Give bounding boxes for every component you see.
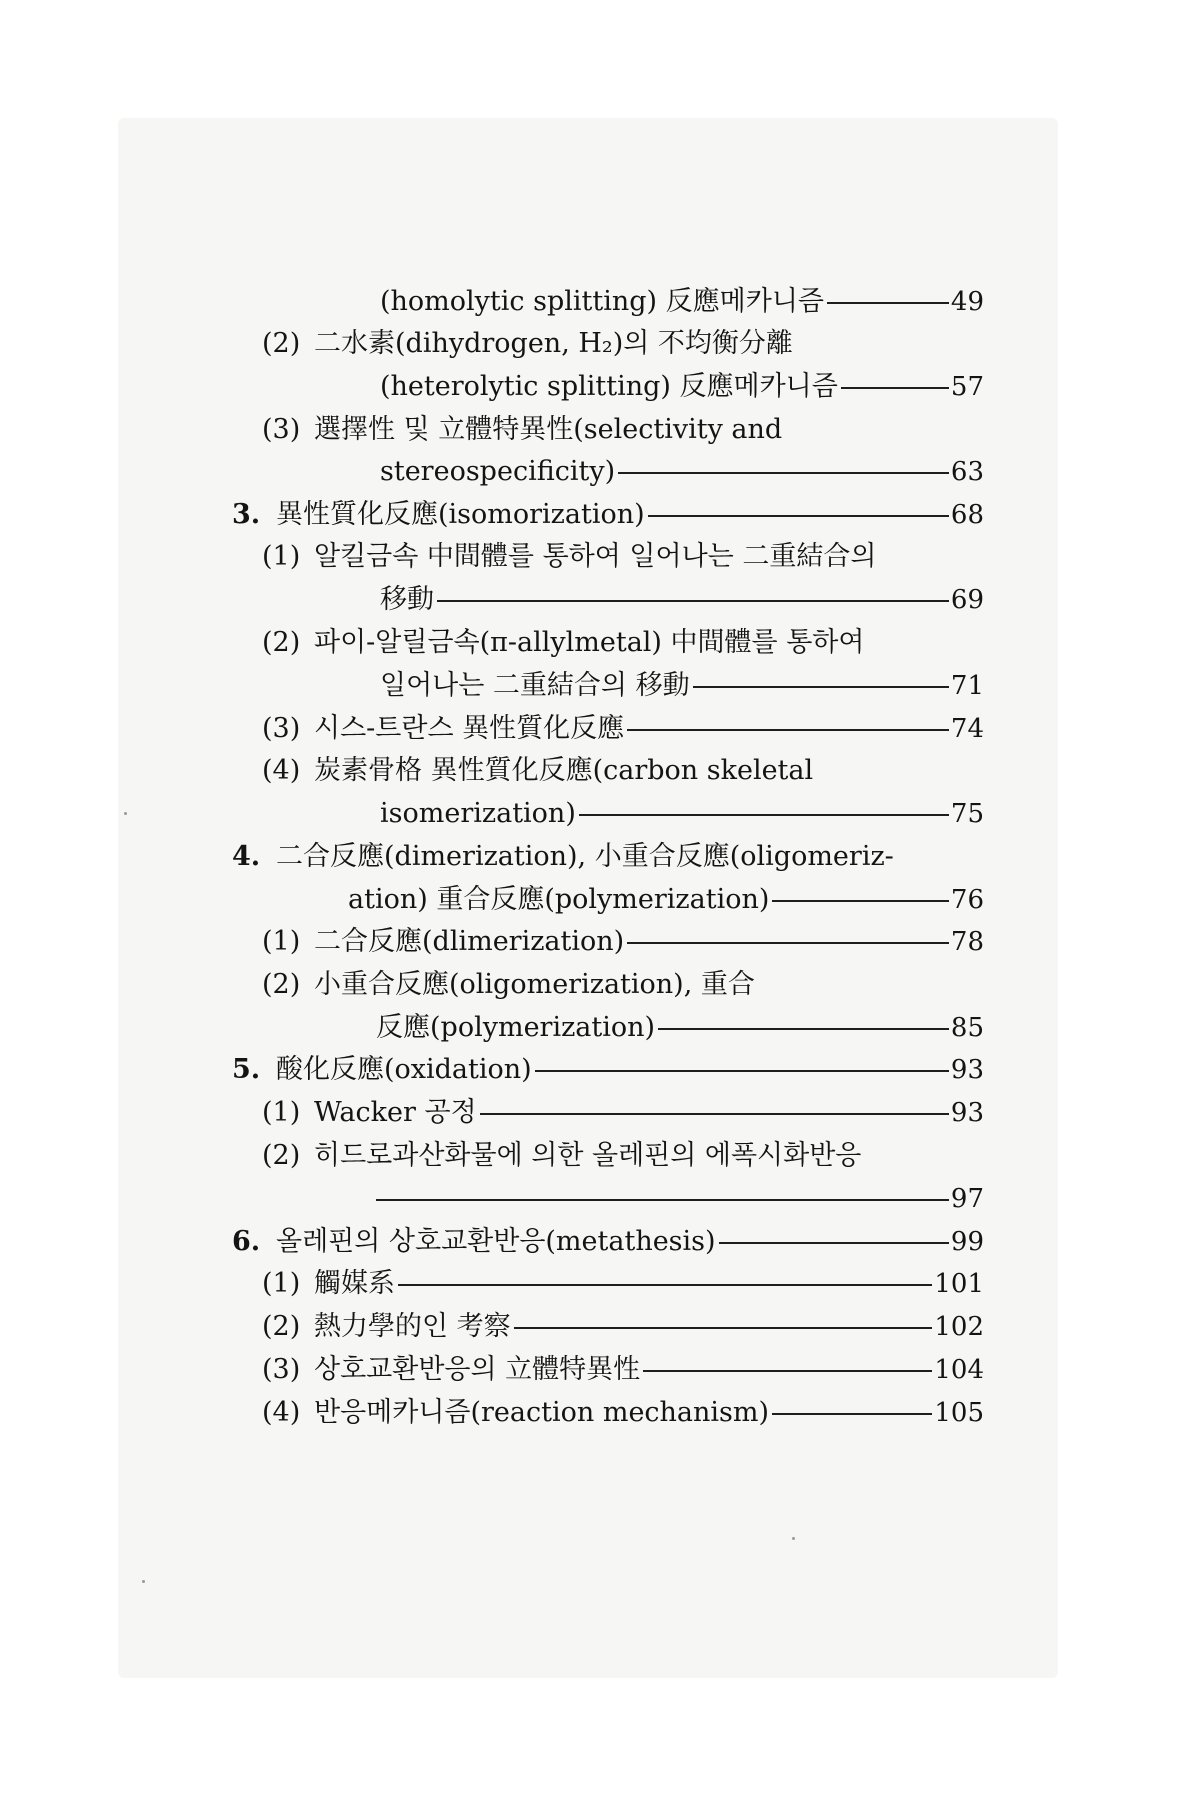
toc-entry-title: 파이-알릴금속(π-allylmetal) 中間體를 통하여	[314, 627, 865, 658]
dot-leader	[514, 1327, 933, 1329]
toc-entry-title: 炭素骨格 異性質化反應(carbon skeletal	[314, 755, 814, 786]
scan-speck	[792, 1537, 795, 1540]
dot-leader	[827, 302, 949, 304]
toc-entry[interactable]	[380, 666, 984, 706]
toc-item-number: (4)	[262, 1397, 301, 1428]
dot-leader	[658, 1028, 949, 1030]
toc-item-number: (3)	[262, 713, 301, 744]
toc-entry-title: 熱力學的인 考察	[314, 1311, 511, 1342]
scan-speck	[124, 812, 127, 815]
toc-item-number: (1)	[262, 541, 301, 572]
toc-section-heading[interactable]	[232, 495, 984, 535]
scan-speck	[142, 1580, 145, 1583]
toc-entry-title: 異性質化反應(isomorization)	[276, 499, 645, 530]
dot-leader	[579, 814, 949, 816]
toc-page-number: 69	[950, 585, 984, 615]
toc-entry[interactable]	[262, 410, 782, 450]
toc-entry[interactable]	[262, 751, 813, 791]
toc-section-number: 5.	[232, 1054, 261, 1085]
dot-leader	[480, 1113, 949, 1115]
toc-entry[interactable]	[348, 880, 984, 920]
toc-entry[interactable]	[262, 1136, 861, 1176]
toc-entry[interactable]	[262, 1307, 984, 1347]
toc-item-number: (3)	[262, 1354, 301, 1385]
toc-page-number: 76	[950, 885, 984, 915]
toc-item-number: (1)	[262, 1268, 301, 1299]
toc-entry[interactable]	[262, 965, 755, 1005]
toc-section-heading[interactable]	[232, 1222, 984, 1262]
dot-leader	[719, 1242, 949, 1244]
toc-entry[interactable]	[262, 1393, 984, 1433]
toc-entry-title: 알킬금속 中間體를 통하여 일어나는 二重結合의	[314, 541, 877, 572]
toc-page-number: 63	[950, 457, 984, 487]
toc-entry-title: 觸媒系	[314, 1268, 395, 1299]
toc-entry-title: 반응메카니즘(reaction mechanism)	[314, 1397, 770, 1428]
toc-entry-title: stereospecificity)	[380, 456, 616, 487]
toc-item-number: (4)	[262, 755, 301, 786]
toc-entry-title: ation) 重合反應(polymerization)	[348, 884, 770, 915]
toc-entry-title: 二合反應(dimerization), 小重合反應(oligomeriz-	[276, 841, 894, 872]
toc-section-number: 3.	[232, 499, 261, 530]
toc-entry-title: 시스-트란스 異性質化反應	[314, 713, 625, 744]
toc-entry-title: 小重合反應(oligomerization), 重合	[314, 969, 755, 1000]
toc-entry[interactable]	[262, 1350, 984, 1390]
toc-item-number: (1)	[262, 1097, 301, 1128]
dot-leader	[535, 1070, 949, 1072]
toc-page-number: 104	[934, 1355, 984, 1385]
toc-item-number: (2)	[262, 1140, 301, 1171]
toc-page-number: 49	[950, 287, 984, 317]
dot-leader	[376, 1199, 949, 1201]
dot-leader	[648, 515, 949, 517]
toc-item-number: (2)	[262, 627, 301, 658]
toc-entry[interactable]	[376, 1179, 984, 1219]
dot-leader	[643, 1370, 932, 1372]
toc-page-number: 74	[950, 714, 984, 744]
toc-entry[interactable]	[262, 1264, 984, 1304]
dot-leader	[627, 942, 949, 944]
toc-entry-title: 二合反應(dlimerization)	[314, 926, 625, 957]
toc-section-number: 6.	[232, 1226, 261, 1257]
toc-page-number: 57	[950, 372, 984, 402]
toc-entry[interactable]	[262, 537, 876, 577]
dot-leader	[627, 729, 949, 731]
toc-entry[interactable]	[380, 452, 984, 492]
dot-leader	[398, 1284, 932, 1286]
toc-section-number: 4.	[232, 841, 261, 872]
toc-page-number: 85	[950, 1013, 984, 1043]
toc-page-number: 93	[950, 1098, 984, 1128]
toc-page-number: 71	[950, 671, 984, 701]
toc-entry-title: 移動	[380, 584, 434, 615]
dot-leader	[437, 600, 949, 602]
dot-leader	[693, 686, 949, 688]
toc-item-number: (2)	[262, 328, 301, 359]
toc-entry-title: 올레핀의 상호교환반응(metathesis)	[276, 1226, 716, 1257]
dot-leader	[772, 1413, 932, 1415]
toc-entry-title: (homolytic splitting) 反應메카니즘	[380, 286, 824, 317]
toc-item-number: (1)	[262, 926, 301, 957]
toc-entry-title: 酸化反應(oxidation)	[276, 1054, 532, 1085]
dot-leader	[618, 472, 949, 474]
toc-page-number: 93	[950, 1055, 984, 1085]
toc-entry-title: 상호교환반응의 立體特異性	[314, 1354, 641, 1385]
toc-page-number: 102	[934, 1312, 984, 1342]
toc-page-number: 105	[934, 1398, 984, 1428]
toc-item-number: (2)	[262, 969, 301, 1000]
toc-entry-title: Wacker 공정	[314, 1097, 477, 1128]
toc-entry-title: 히드로과산화물에 의한 올레핀의 에폭시화반응	[314, 1140, 862, 1171]
toc-entry-title: 反應(polymerization)	[376, 1012, 656, 1043]
toc-section-heading[interactable]	[232, 837, 894, 877]
toc-page-number: 78	[950, 927, 984, 957]
toc-page-number: 68	[950, 500, 984, 530]
toc-entry[interactable]	[380, 794, 984, 834]
toc-entry-title: 일어나는 二重結合의 移動	[380, 670, 690, 701]
toc-section-heading[interactable]	[232, 1050, 984, 1090]
dot-leader	[772, 900, 948, 902]
toc-page-number: 99	[950, 1227, 984, 1257]
toc-item-number: (2)	[262, 1311, 301, 1342]
toc-entry[interactable]	[262, 324, 793, 364]
toc-entry[interactable]	[380, 367, 984, 407]
toc-entry[interactable]	[380, 282, 984, 322]
toc-entry-title: 二水素(dihydrogen, H₂)의 不均衡分離	[314, 328, 793, 359]
toc-entry-title: (heterolytic splitting) 反應메카니즘	[380, 371, 838, 402]
toc-entry[interactable]	[262, 1093, 984, 1133]
toc-entry[interactable]	[380, 580, 984, 620]
toc-item-number: (3)	[262, 414, 301, 445]
toc-page-number: 101	[934, 1269, 984, 1299]
toc-entry-title: isomerization)	[380, 798, 576, 829]
toc-entry[interactable]	[262, 922, 984, 962]
toc-entry[interactable]	[262, 709, 984, 749]
toc-entry[interactable]	[262, 623, 864, 663]
toc-page-number: 97	[950, 1184, 984, 1214]
dot-leader	[841, 387, 949, 389]
toc-page-number: 75	[950, 799, 984, 829]
toc-entry[interactable]	[376, 1008, 984, 1048]
toc-entry-title: 選擇性 및 立體特異性(selectivity and	[314, 414, 783, 445]
